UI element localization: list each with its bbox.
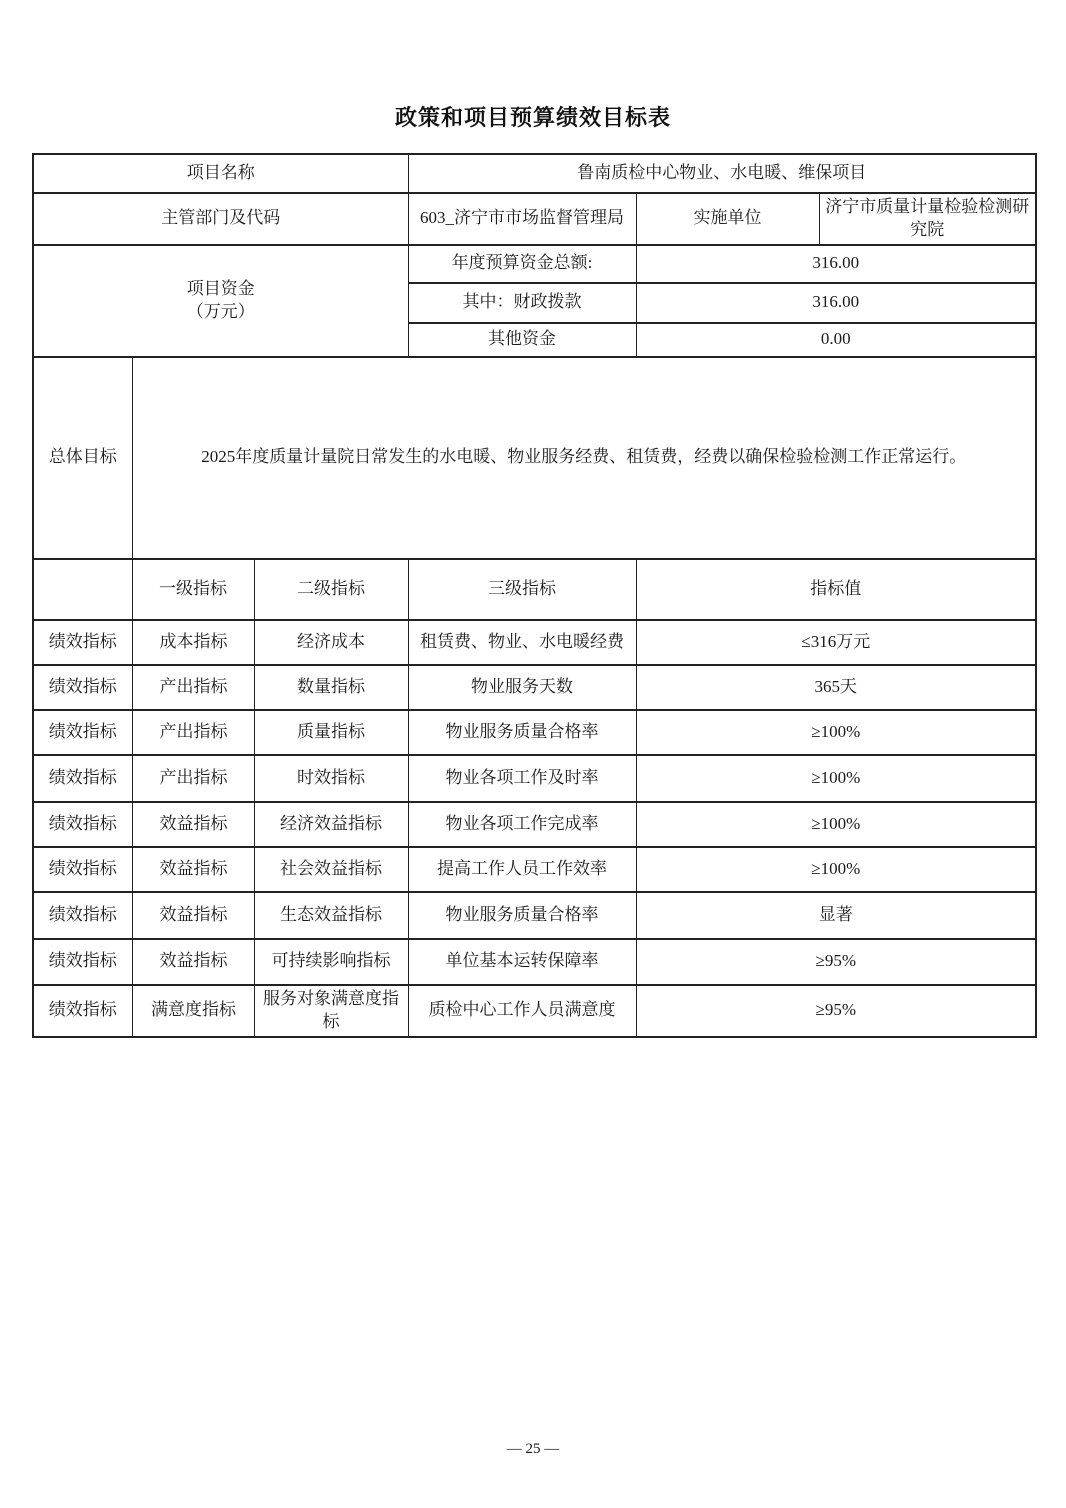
fiscal-allocation-value-cell: 316.00: [636, 283, 1036, 323]
level1-cell: 产出指标: [132, 755, 254, 802]
fiscal-allocation-label-cell: 其中：财政拨款: [408, 283, 636, 323]
level3-cell: 提高工作人员工作效率: [408, 847, 636, 892]
overall-goal-content-cell: 2025年度质量计量院日常发生的水电暖、物业服务经费、租赁费，经费以确保检验检测工作正常运行。: [132, 357, 1036, 559]
level2-cell: 服务对象满意度指标: [254, 985, 408, 1037]
level1-cell: 效益指标: [132, 892, 254, 939]
value-cell: ≤316万元: [636, 620, 1036, 665]
level1-cell: 效益指标: [132, 847, 254, 892]
value-cell: ≥100%: [636, 710, 1036, 755]
impl-unit-label-cell: 实施单位: [636, 193, 819, 245]
level2-cell: 质量指标: [254, 710, 408, 755]
indicator-row: [33, 985, 1036, 1037]
indicator-row: [33, 802, 1036, 847]
indicator-row: [33, 847, 1036, 892]
category-cell: 绩效指标: [33, 939, 132, 985]
level2-cell: 数量指标: [254, 665, 408, 710]
dept-code-value-cell: 603_济宁市市场监督管理局: [408, 193, 636, 245]
level2-cell: 经济成本: [254, 620, 408, 665]
indicator-header-row: [33, 559, 1036, 620]
level1-cell: 效益指标: [132, 802, 254, 847]
level1-cell: 成本指标: [132, 620, 254, 665]
value-cell: ≥95%: [636, 985, 1036, 1037]
table-row: [33, 357, 1036, 559]
indicator-header-empty-cell: [33, 559, 132, 620]
level2-cell: 可持续影响指标: [254, 939, 408, 985]
level1-cell: 满意度指标: [132, 985, 254, 1037]
category-cell: 绩效指标: [33, 985, 132, 1037]
indicator-row: [33, 892, 1036, 939]
value-cell: 显著: [636, 892, 1036, 939]
category-cell: 绩效指标: [33, 620, 132, 665]
indicator-header-level2-cell: 二级指标: [254, 559, 408, 620]
indicator-row: [33, 620, 1036, 665]
level2-cell: 生态效益指标: [254, 892, 408, 939]
indicator-row: [33, 710, 1036, 755]
level3-cell: 质检中心工作人员满意度: [408, 985, 636, 1037]
indicator-header-level1-cell: 一级指标: [132, 559, 254, 620]
level2-cell: 经济效益指标: [254, 802, 408, 847]
indicator-row: [33, 939, 1036, 985]
category-cell: 绩效指标: [33, 665, 132, 710]
level2-cell: 时效指标: [254, 755, 408, 802]
indicator-header-value-cell: 指标值: [636, 559, 1036, 620]
level1-cell: 效益指标: [132, 939, 254, 985]
project-funds-label-cell: [33, 245, 408, 357]
category-cell: 绩效指标: [33, 847, 132, 892]
category-cell: 绩效指标: [33, 755, 132, 802]
level3-cell: 物业各项工作完成率: [408, 802, 636, 847]
level3-cell: 物业服务质量合格率: [408, 710, 636, 755]
category-cell: 绩效指标: [33, 710, 132, 755]
level3-cell: 物业各项工作及时率: [408, 755, 636, 802]
project-funds-label-line1: 项目资金: [186, 278, 255, 298]
other-funds-label-cell: 其他资金: [408, 323, 636, 357]
overall-goal-label-cell: 总体目标: [33, 357, 132, 559]
level1-cell: 产出指标: [132, 665, 254, 710]
table-row: [33, 154, 1036, 193]
indicator-header-level3-cell: 三级指标: [408, 559, 636, 620]
category-cell: 绩效指标: [33, 892, 132, 939]
level3-cell: 租赁费、物业、水电暖经费: [408, 620, 636, 665]
value-cell: 365天: [636, 665, 1036, 710]
project-name-value-cell: 鲁南质检中心物业、水电暖、维保项目: [408, 154, 1036, 193]
project-funds-label-line2: （万元）: [186, 301, 255, 321]
level3-cell: 物业服务质量合格率: [408, 892, 636, 939]
value-cell: ≥100%: [636, 802, 1036, 847]
value-cell: ≥100%: [636, 755, 1036, 802]
table-row: [33, 193, 1036, 245]
other-funds-value-cell: 0.00: [636, 323, 1036, 357]
level1-cell: 产出指标: [132, 710, 254, 755]
indicator-row: [33, 665, 1036, 710]
indicator-row: [33, 755, 1036, 802]
level3-cell: 物业服务天数: [408, 665, 636, 710]
level3-cell: 单位基本运转保障率: [408, 939, 636, 985]
level2-cell: 社会效益指标: [254, 847, 408, 892]
impl-unit-value-cell: 济宁市质量计量检验检测研究院: [819, 193, 1036, 245]
budget-total-label-cell: 年度预算资金总额:: [408, 245, 636, 283]
budget-performance-table: [32, 153, 1037, 1038]
project-name-label-cell: 项目名称: [33, 154, 408, 193]
dept-code-label-cell: 主管部门及代码: [33, 193, 408, 245]
page-number: — 25 —: [506, 1441, 560, 1457]
category-cell: 绩效指标: [33, 802, 132, 847]
page-title: 政策和项目预算绩效目标表: [394, 105, 671, 130]
value-cell: ≥100%: [636, 847, 1036, 892]
value-cell: ≥95%: [636, 939, 1036, 985]
table-row: [33, 245, 1036, 283]
budget-total-value-cell: 316.00: [636, 245, 1036, 283]
